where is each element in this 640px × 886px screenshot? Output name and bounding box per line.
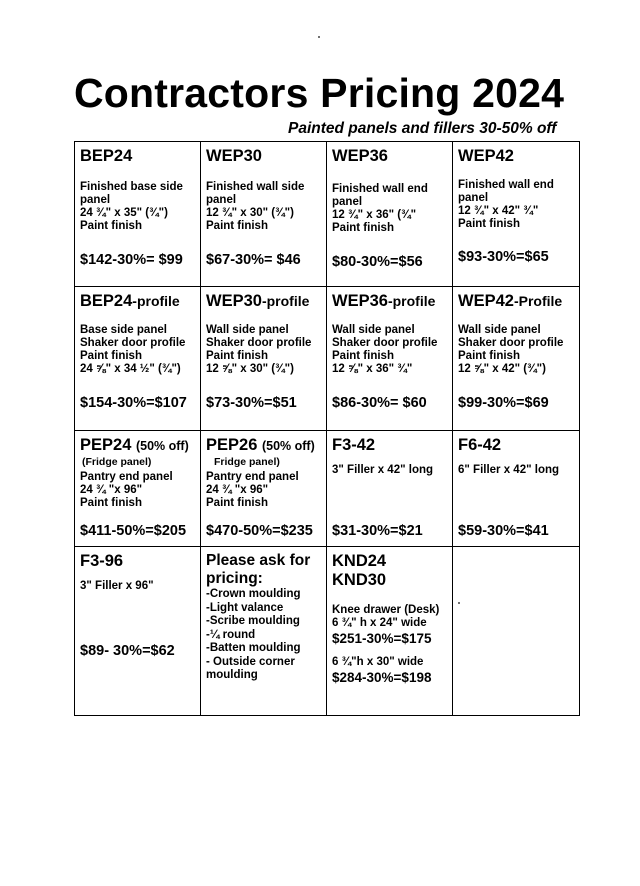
product-code: F3-96	[80, 552, 124, 570]
product-note: (Fridge panel)	[82, 456, 152, 468]
product-description: 6" Filler x 42" long	[458, 464, 560, 476]
product-code: BEP24-profile	[80, 292, 180, 310]
product-price: $59-30%=$41	[458, 523, 549, 539]
product-price: $470-50%=$235	[206, 523, 313, 539]
product-cell-pep24	[75, 431, 201, 547]
product-description: 6 ¾"h x 30" wide	[332, 656, 424, 668]
product-code: WEP42-Profile	[458, 292, 563, 310]
ask-pricing-heading: Please ask for pricing:	[206, 552, 311, 587]
list-item: moulding	[206, 669, 258, 681]
product-cell-bep24-profile	[75, 287, 201, 431]
product-note: Fridge panel)	[214, 456, 280, 468]
product-description: Pantry end panel 24 ¾ "x 96" Paint finish	[206, 471, 299, 509]
product-cell-wep36-profile	[327, 287, 453, 431]
product-description: Pantry end panel 24 ¾ "x 96" Paint finish	[80, 471, 173, 509]
product-code: WEP30-profile	[206, 292, 310, 310]
product-price: $251-30%=$175	[332, 631, 432, 646]
product-code: F3-42	[332, 436, 376, 454]
empty-cell	[453, 547, 580, 716]
page-title: Contractors Pricing 2024	[74, 70, 565, 116]
product-cell-f3-96	[75, 547, 201, 716]
moulding-list	[206, 588, 321, 683]
product-code: KND24	[332, 552, 387, 570]
product-description: Knee drawer (Desk) 6 ¾" h x 24" wide	[332, 604, 440, 629]
scan-speck	[318, 36, 320, 38]
product-price: $93-30%=$65	[458, 249, 549, 265]
product-price: $99-30%=$69	[458, 395, 549, 411]
product-cell-wep42-profile	[453, 287, 580, 431]
product-price: $154-30%=$107	[80, 395, 187, 411]
product-cell-f6-42	[453, 431, 580, 547]
product-cell-wep36	[327, 142, 453, 287]
product-cell-pep26	[201, 431, 327, 547]
product-cell-f3-42	[327, 431, 453, 547]
product-code: F6-42	[458, 436, 502, 454]
product-price: $89- 30%=$62	[80, 643, 175, 659]
product-price: $86-30%= $60	[332, 395, 427, 411]
product-description: Finished base side panel 24 ¾" x 35" (¾") Paint finish	[80, 181, 183, 232]
product-price: $80-30%=$56	[332, 254, 423, 270]
list-item: -Light valance	[206, 601, 284, 614]
list-item: -¼ round	[206, 628, 256, 641]
list-item: -Batten moulding	[206, 642, 301, 654]
product-cell-knd	[327, 547, 453, 716]
product-price: $284-30%=$198	[332, 670, 432, 685]
product-price: $411-50%=$205	[80, 523, 187, 539]
scan-speck	[458, 602, 460, 604]
product-description: 3" Filler x 96"	[80, 580, 154, 592]
product-description: Wall side panel Shaker door profile Paint finish 12 ⅝" x 36" ¾"	[332, 324, 438, 375]
product-price: $142-30%= $99	[80, 252, 183, 268]
product-description: 3" Filler x 42" long	[332, 464, 434, 476]
product-description: Finished wall end panel 12 ¾" x 42" ¾" Paint finish	[458, 179, 554, 230]
product-code: WEP36-profile	[332, 292, 436, 310]
product-description: Wall side panel Shaker door profile Paint finish 12 ⅝" x 30" (¾")	[206, 324, 312, 375]
product-code: KND30	[332, 571, 387, 589]
product-cell-bep24	[75, 142, 201, 287]
list-item: - Outside corner	[206, 655, 295, 668]
product-price: $73-30%=$51	[206, 395, 297, 411]
pricing-table	[74, 141, 580, 716]
product-code: PEP24 (50% off)	[80, 436, 189, 454]
product-cell-wep30	[201, 142, 327, 287]
product-price: $67-30%= $46	[206, 252, 301, 268]
page-subtitle: Painted panels and fillers 30-50% off	[288, 120, 557, 137]
list-item: -Crown moulding	[206, 588, 301, 600]
product-price: $31-30%=$21	[332, 523, 423, 539]
product-code: WEP42	[458, 147, 514, 165]
product-description: Finished wall end panel 12 ¾" x 36" (¾" Paint finish	[332, 183, 428, 234]
product-description: Wall side panel Shaker door profile Paint finish 12 ⅝" x 42" (¾")	[458, 324, 564, 375]
ask-pricing-cell	[201, 547, 327, 716]
product-code: BEP24	[80, 147, 133, 165]
product-code: WEP30	[206, 147, 262, 165]
product-description: Base side panel Shaker door profile Paint finish 24 ⅝" x 34 ½" (¾")	[80, 324, 186, 375]
product-cell-wep30-profile	[201, 287, 327, 431]
list-item: -Scribe moulding	[206, 615, 300, 627]
product-code: WEP36	[332, 147, 388, 165]
product-cell-wep42	[453, 142, 580, 287]
product-code: PEP26 (50% off)	[206, 436, 315, 454]
product-description: Finished wall side panel 12 ¾" x 30" (¾") Paint finish	[206, 181, 305, 232]
